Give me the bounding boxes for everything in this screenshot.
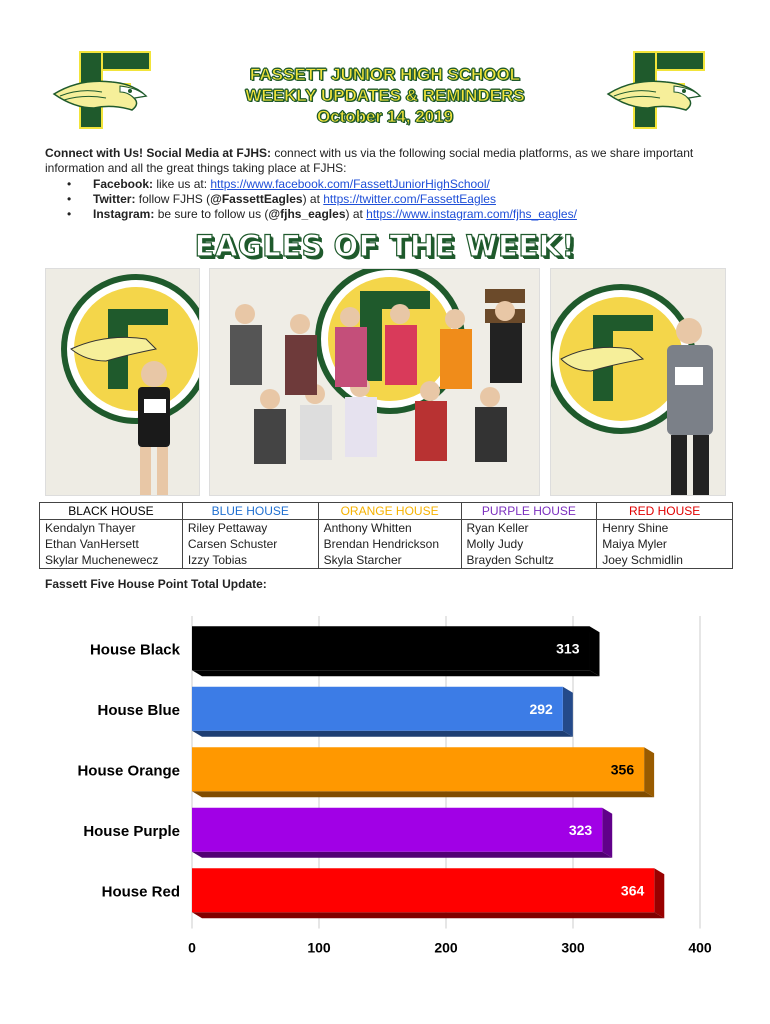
table-cell: Maiya Myler xyxy=(597,536,733,552)
house-points-heading: Fassett Five House Point Total Update: xyxy=(45,577,267,591)
table-cell: Ryan Keller xyxy=(461,520,597,537)
bullet-icon: • xyxy=(67,177,72,191)
x-tick-label: 300 xyxy=(561,939,585,956)
bar-house-blue xyxy=(192,687,563,731)
bar-value-label: 313 xyxy=(556,640,580,657)
header-black-house: BLACK HOUSE xyxy=(40,503,183,520)
bar-bottom xyxy=(192,731,573,737)
category-label: House Purple xyxy=(83,822,180,840)
category-label: House Red xyxy=(101,883,180,901)
table-cell: Kendalyn Thayer xyxy=(40,520,183,537)
bar-side xyxy=(654,868,664,918)
social-item-facebook xyxy=(67,177,725,192)
bar-house-purple xyxy=(192,808,602,852)
table-cell: Ethan VanHersett xyxy=(40,536,183,552)
fjhs-eagle-logo-right xyxy=(604,48,714,132)
bar-side xyxy=(590,626,600,676)
twitter-label: Twitter: xyxy=(93,192,136,206)
x-tick-label: 100 xyxy=(307,939,331,956)
eagles-of-the-week-title: EAGLES OF THE WEEK! xyxy=(194,229,576,263)
twitter-text-2: ) at xyxy=(302,192,324,206)
newsletter-header xyxy=(160,64,610,127)
table-cell: Joey Schmidlin xyxy=(597,552,733,569)
x-tick-label: 400 xyxy=(688,939,712,956)
header-blue-house: BLUE HOUSE xyxy=(182,503,318,520)
table-cell: Riley Pettaway xyxy=(182,520,318,537)
eagle-photo-single-right xyxy=(550,268,726,496)
table-cell: Skylar Muchenewecz xyxy=(40,552,183,569)
bar-side xyxy=(602,808,612,858)
table-cell: Skyla Starcher xyxy=(318,552,461,569)
table-row xyxy=(40,520,733,537)
header-orange-house: ORANGE HOUSE xyxy=(318,503,461,520)
social-item-instagram xyxy=(67,207,725,222)
bar-value-label: 364 xyxy=(620,882,645,899)
bar-house-orange xyxy=(192,747,644,791)
twitter-text: follow FJHS ( xyxy=(135,192,211,206)
instagram-link[interactable]: https://www.instagram.com/fjhs_eagles/ xyxy=(366,207,577,221)
table-cell: Brayden Schultz xyxy=(461,552,597,569)
facebook-label: Facebook: xyxy=(93,177,154,191)
instagram-label: Instagram: xyxy=(93,207,155,221)
bullet-icon: • xyxy=(67,192,72,206)
category-label: House Blue xyxy=(97,701,180,719)
table-cell: Brendan Hendrickson xyxy=(318,536,461,552)
bar-value-label: 292 xyxy=(529,700,553,717)
bar-value-label: 356 xyxy=(610,761,635,778)
bullet-icon: • xyxy=(67,207,72,221)
table-cell: Anthony Whitten xyxy=(318,520,461,537)
twitter-link[interactable]: https://twitter.com/FassettEagles xyxy=(323,192,496,206)
bar-bottom xyxy=(192,791,654,797)
header-red-house: RED HOUSE xyxy=(597,503,733,520)
eagle-photo-group xyxy=(209,268,540,496)
x-tick-label: 200 xyxy=(434,939,458,956)
bar-value-label: 323 xyxy=(568,821,593,838)
facebook-link[interactable]: https://www.facebook.com/FassettJuniorHighSchool/ xyxy=(210,177,490,191)
social-item-twitter xyxy=(67,192,725,207)
houses-header-row xyxy=(40,503,733,520)
eagles-houses-table xyxy=(39,502,733,569)
newsletter-date: October 14, 2019 xyxy=(316,107,454,126)
table-cell: Carsen Schuster xyxy=(182,536,318,552)
social-intro-text: connect with us via the following social media platforms, as we share important information and all the great things taking place at FJHS: xyxy=(45,146,694,175)
x-tick-label: 0 xyxy=(188,939,196,956)
instagram-text: be sure to follow us ( xyxy=(154,207,269,221)
instagram-text-2: ) at xyxy=(345,207,367,221)
social-intro-lead: Connect with Us! Social Media at FJHS: xyxy=(45,146,272,160)
fjhs-eagle-logo-left xyxy=(50,48,160,132)
table-cell: Molly Judy xyxy=(461,536,597,552)
social-media-section xyxy=(45,146,725,222)
table-row xyxy=(40,536,733,552)
school-name: FASSETT JUNIOR HIGH SCHOOL xyxy=(249,65,521,84)
bar-side xyxy=(563,687,573,737)
table-cell: Izzy Tobias xyxy=(182,552,318,569)
facebook-text: like us at: xyxy=(153,177,211,191)
bar-side xyxy=(644,747,654,797)
category-label: House Orange xyxy=(77,762,180,780)
bar-house-black xyxy=(192,626,590,670)
social-intro xyxy=(45,146,725,176)
bar-bottom xyxy=(192,852,612,858)
category-label: House Black xyxy=(89,641,180,659)
twitter-handle: @FassettEagles xyxy=(210,192,303,206)
bar-bottom xyxy=(192,912,664,918)
bar-house-red xyxy=(192,868,654,912)
instagram-handle: @fjhs_eagles xyxy=(268,207,346,221)
table-cell: Henry Shine xyxy=(597,520,733,537)
newsletter-subtitle: WEEKLY UPDATES & REMINDERS xyxy=(245,86,525,105)
social-list xyxy=(45,177,725,222)
house-points-chart xyxy=(40,600,730,970)
bar-bottom xyxy=(192,670,600,676)
eagle-photo-single-left xyxy=(45,268,200,496)
table-row xyxy=(40,552,733,569)
header-purple-house: PURPLE HOUSE xyxy=(461,503,597,520)
